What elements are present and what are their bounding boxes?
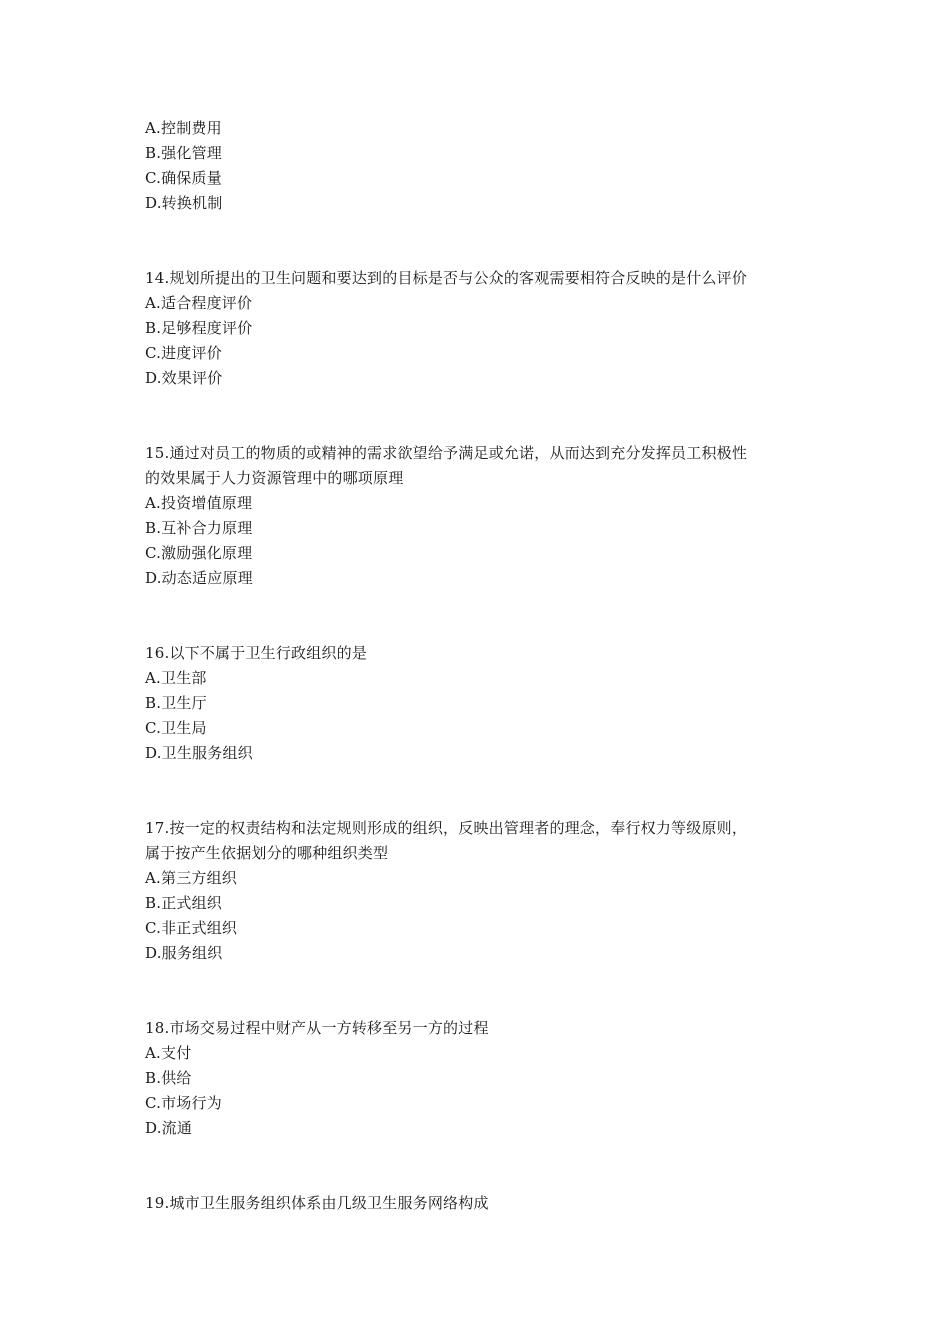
option-a: A.投资增值原理 bbox=[145, 494, 253, 512]
option-b: B.强化管理 bbox=[145, 144, 222, 162]
question-14 bbox=[145, 266, 815, 391]
option-d: D.流通 bbox=[145, 1119, 193, 1137]
option-c: C.进度评价 bbox=[145, 344, 222, 362]
option-c: C.非正式组织 bbox=[145, 919, 238, 937]
option-a: A.支付 bbox=[145, 1044, 192, 1062]
question-18 bbox=[145, 1016, 815, 1141]
option-d: D.卫生服务组织 bbox=[145, 744, 253, 762]
option-a: A.第三方组织 bbox=[145, 869, 238, 887]
option-b: B.足够程度评价 bbox=[145, 319, 253, 337]
question-list bbox=[145, 116, 815, 1216]
option-c: C.确保质量 bbox=[145, 169, 222, 187]
option-c: C.市场行为 bbox=[145, 1094, 222, 1112]
option-d: D.服务组织 bbox=[145, 944, 223, 962]
question-stem: 15.通过对员工的物质的或精神的需求欲望给予满足或允诺，从而达到充分发挥员工积极性 bbox=[145, 444, 748, 462]
question-stem-continued: 属于按产生依据划分的哪种组织类型 bbox=[145, 844, 389, 862]
option-c: C.激励强化原理 bbox=[145, 544, 253, 562]
question-19 bbox=[145, 1191, 815, 1216]
option-b: B.互补合力原理 bbox=[145, 519, 253, 537]
option-c: C.卫生局 bbox=[145, 719, 207, 737]
question-stem: 19.城市卫生服务组织体系由几级卫生服务网络构成 bbox=[145, 1194, 489, 1212]
question-15 bbox=[145, 441, 815, 591]
question-stem: 17.按一定的权责结构和法定规则形成的组织，反映出管理者的理念，奉行权力等级原则， bbox=[145, 819, 748, 837]
question-stem: 14.规划所提出的卫生问题和要达到的目标是否与公众的客观需要相符合反映的是什么评价 bbox=[145, 269, 748, 287]
question-stem: 16.以下不属于卫生行政组织的是 bbox=[145, 644, 368, 662]
question-stem: 18.市场交易过程中财产从一方转移至另一方的过程 bbox=[145, 1019, 489, 1037]
question-16 bbox=[145, 641, 815, 766]
option-a: A.适合程度评价 bbox=[145, 294, 253, 312]
option-a: A.控制费用 bbox=[145, 119, 222, 137]
question-17 bbox=[145, 816, 815, 966]
option-b: B.正式组织 bbox=[145, 894, 222, 912]
option-d: D.转换机制 bbox=[145, 194, 223, 212]
question-stem-continued: 的效果属于人力资源管理中的哪项原理 bbox=[145, 469, 404, 487]
option-d: D.动态适应原理 bbox=[145, 569, 253, 587]
question-13-continued bbox=[145, 116, 815, 216]
option-b: B.卫生厅 bbox=[145, 694, 207, 712]
option-a: A.卫生部 bbox=[145, 669, 207, 687]
option-b: B.供给 bbox=[145, 1069, 192, 1087]
option-d: D.效果评价 bbox=[145, 369, 223, 387]
